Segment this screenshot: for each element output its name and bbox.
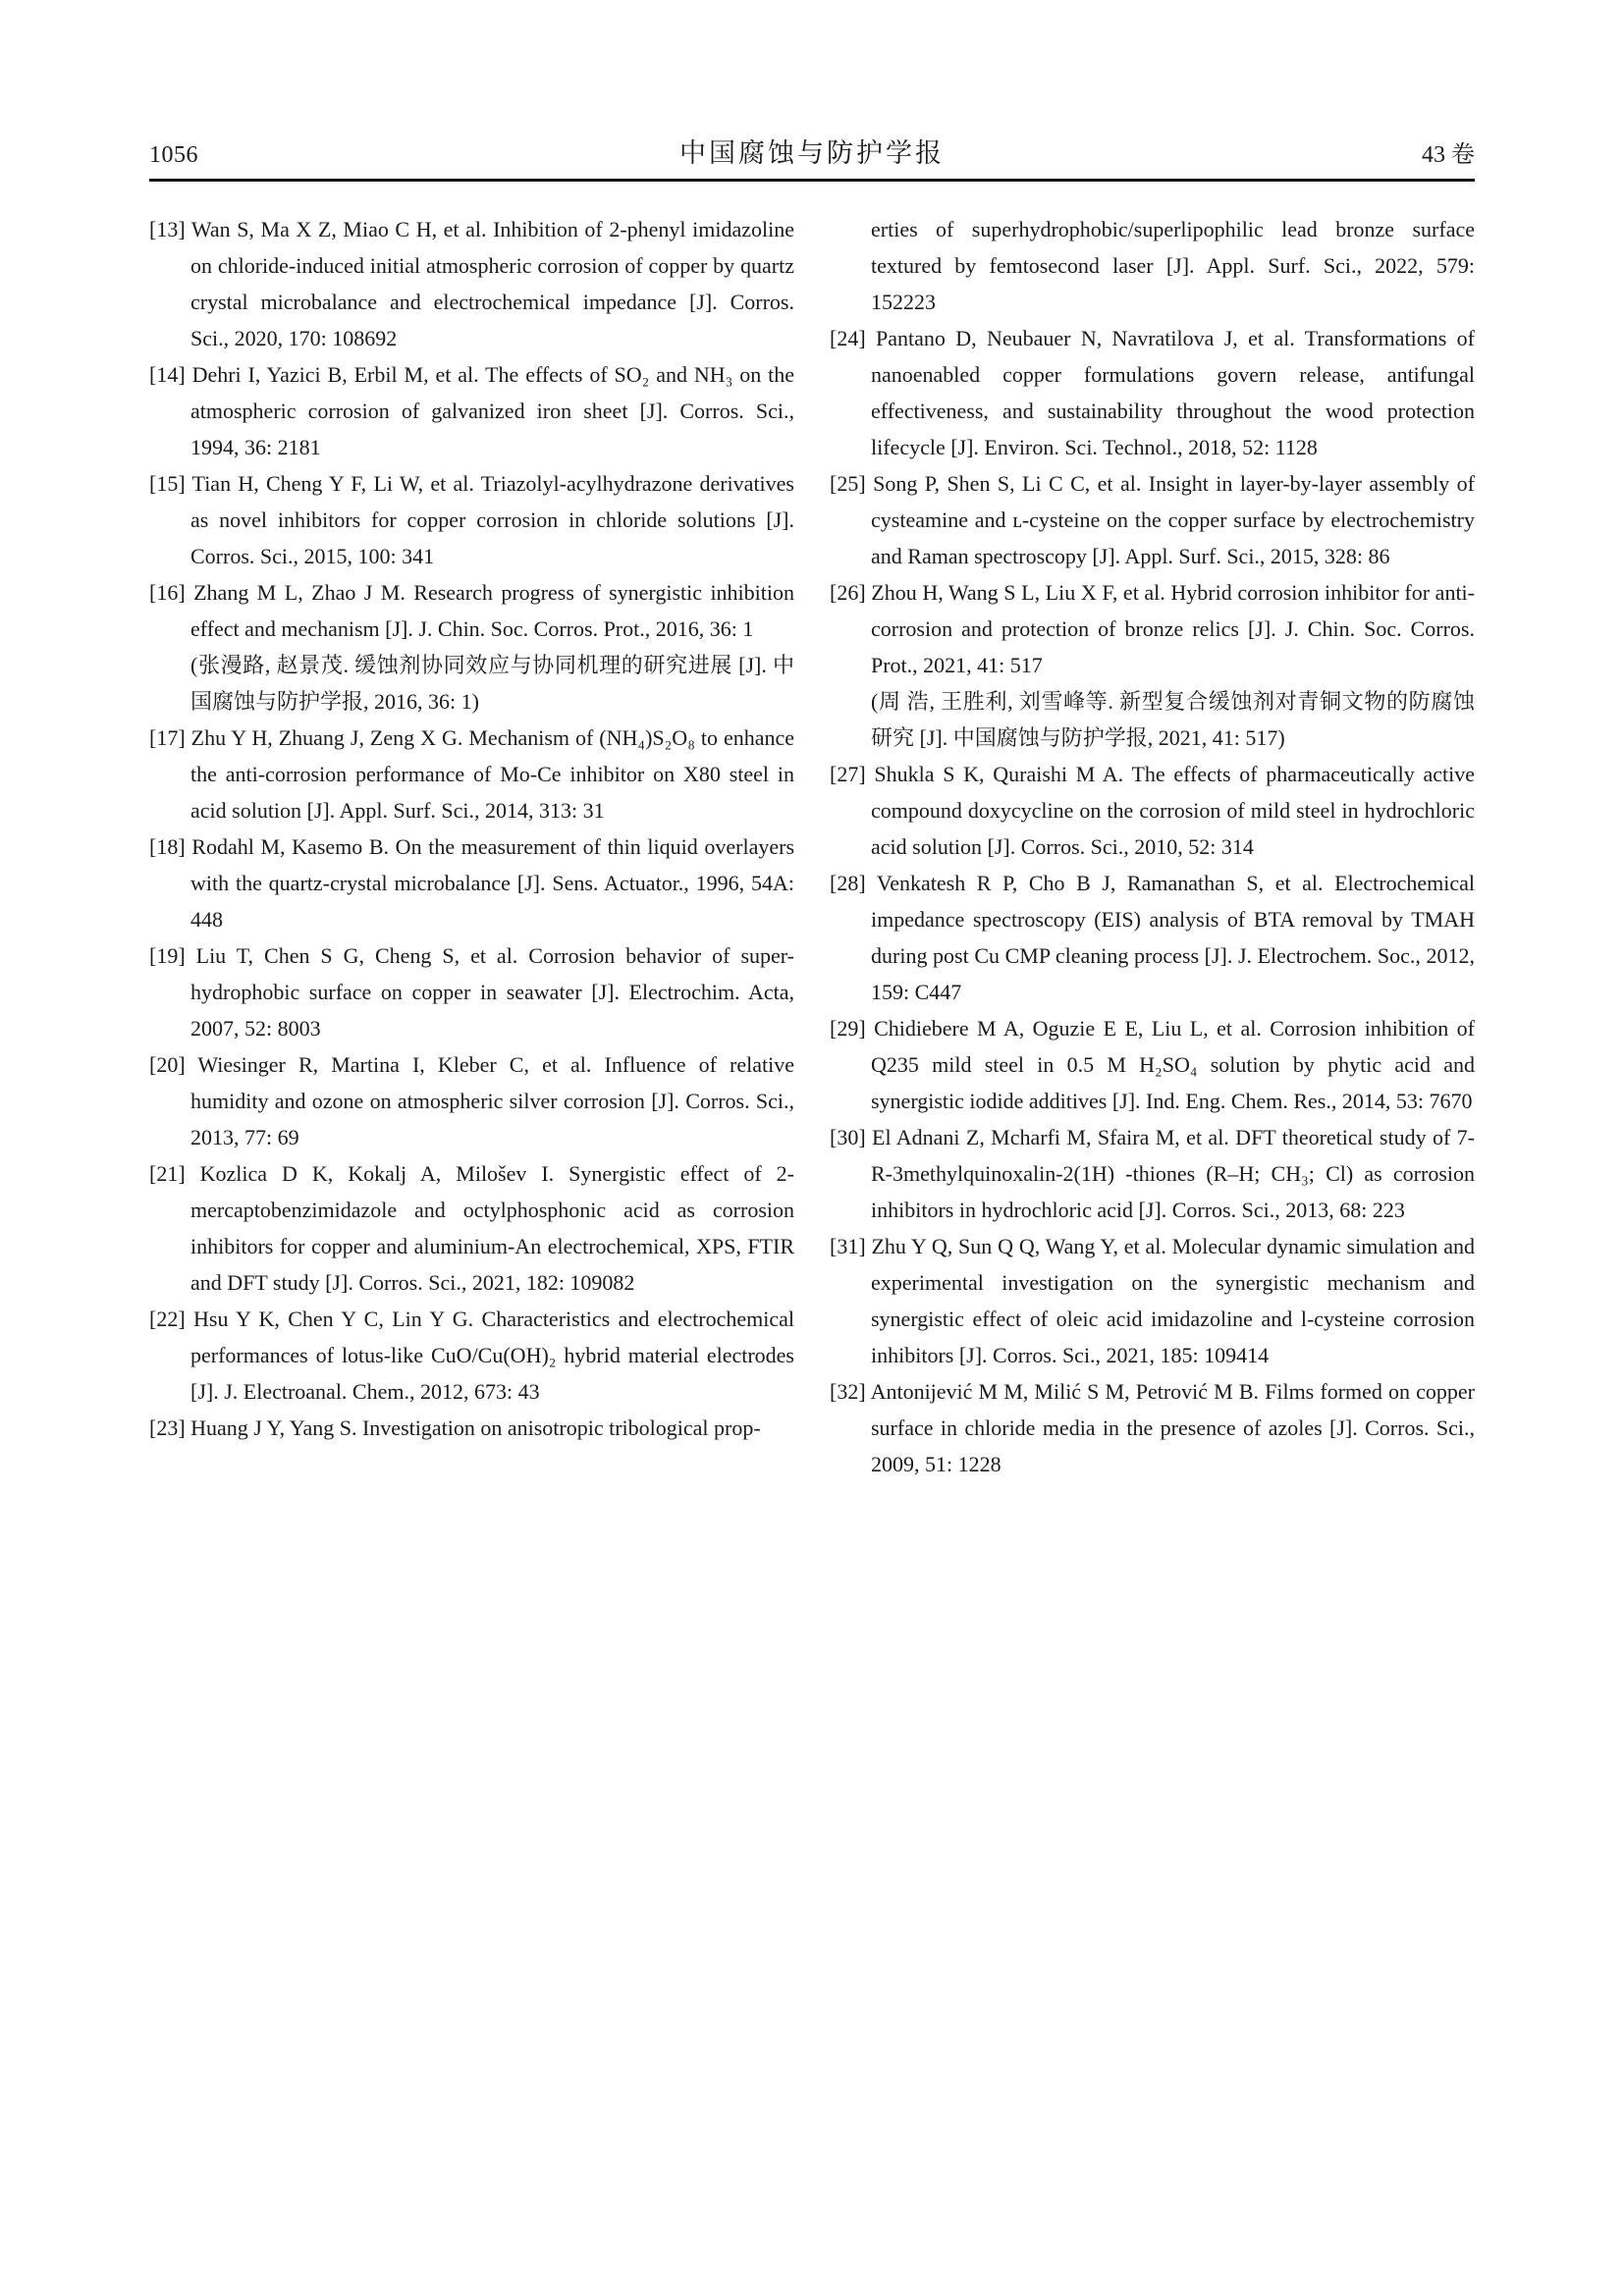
reference-continuation xyxy=(830,211,1475,320)
reference-text: Venkatesh R P, Cho B J, Ramanathan S, et al. Electrochemical impedance spectroscopy (EIS) analysis of BTA removal by TMAH during post Cu CMP cleaning process [J]. J. Electrochem. Soc., 2012, 159: C447 xyxy=(871,871,1475,1004)
reference-text: Song P, Shen S, Li C C, et al. Insight in layer-by-layer assembly of cysteamine and ʟ-cysteine on the copper surface by electrochemistry and Raman spectroscopy [J]. Appl. Surf. Sci., 2015, 328: 86 xyxy=(871,471,1475,568)
reference-label: [32] xyxy=(830,1379,866,1404)
reference-label: [31] xyxy=(830,1234,866,1258)
reference-item xyxy=(830,1119,1475,1228)
reference-label: [27] xyxy=(830,762,866,786)
reference-item xyxy=(149,574,794,720)
reference-item xyxy=(149,937,794,1046)
reference-item xyxy=(830,1010,1475,1119)
reference-text: Pantano D, Neubauer N, Navratilova J, et al. Transformations of nanoenabled copper formulations govern release, antifungal effectiveness, and sustainability throughout the wood protection lifecycle [J]. Environ. Sci. Technol., 2018, 52: 1128 xyxy=(871,326,1476,459)
reference-item xyxy=(830,1373,1475,1482)
references-left-column xyxy=(149,211,794,1482)
reference-label: [17] xyxy=(149,725,186,750)
reference-label: [28] xyxy=(830,871,866,895)
references-right-column xyxy=(830,211,1475,1482)
reference-item xyxy=(149,211,794,356)
reference-text: erties of superhydrophobic/superlipophilic lead bronze surface textured by femtosecond laser [J]. Appl. Surf. Sci., 2022, 579: 152223 xyxy=(871,217,1475,314)
reference-label: [20] xyxy=(149,1052,186,1077)
header-rule xyxy=(149,179,1475,182)
reference-text: Liu T, Chen S G, Cheng S, et al. Corrosion behavior of super-hydrophobic surface on copper in seawater [J]. Electrochim. Acta, 2007, 52: 8003 xyxy=(190,943,795,1041)
reference-text: Dehri I, Yazici B, Erbil M, et al. The effects of SO₂ and NH₃ on the atmospheric corrosion of galvanized iron sheet [J]. Corros. Sci., 1994, 36: 2181 xyxy=(190,362,794,459)
reference-text: Hsu Y K, Chen Y C, Lin Y G. Characteristics and electrochemical performances of lotus-like CuO/Cu(OH)₂ hybrid material electrodes [J]. J. Electroanal. Chem., 2012, 673: 43 xyxy=(190,1307,794,1404)
running-head xyxy=(149,132,1475,167)
reference-item xyxy=(149,1155,794,1301)
reference-text: Shukla S K, Quraishi M A. The effects of pharmaceutically active compound doxycycline on the corrosion of mild steel in hydrochloric acid solution [J]. Corros. Sci., 2010, 52: 314 xyxy=(871,762,1476,859)
reference-label: [26] xyxy=(830,580,866,605)
reference-text: Wiesinger R, Martina I, Kleber C, et al. Influence of relative humidity and ozone on atmospheric silver corrosion [J]. Corros. Sci., 2013, 77: 69 xyxy=(190,1052,795,1149)
journal-title: 中国腐蚀与防护学报 xyxy=(679,138,945,168)
reference-item xyxy=(149,465,794,574)
reference-text: Zhou H, Wang S L, Liu X F, et al. Hybrid corrosion inhibitor for anti-corrosion and protection of bronze relics [J]. J. Chin. Soc. Corros. Prot., 2021, 41: 517 xyxy=(871,580,1475,677)
reference-text: Chidiebere M A, Oguzie E E, Liu L, et al. Corrosion inhibition of Q235 mild steel in 0.5 M H₂SO₄ solution by phytic acid and synergistic iodide additives [J]. Ind. Eng. Chem. Res., 2014, 53: 7670 xyxy=(871,1016,1476,1113)
reference-label: [30] xyxy=(830,1125,866,1149)
reference-label: [14] xyxy=(149,362,186,387)
reference-label: [15] xyxy=(149,471,186,496)
reference-item xyxy=(149,828,794,937)
reference-text: Kozlica D K, Kokalj A, Milošev I. Synergistic effect of 2-mercaptobenzimidazole and octylphosphonic acid as corrosion inhibitors for copper and aluminium-An electrochemical, XPS, FTIR and DFT study [J]. Corros. Sci., 2021, 182: 109082 xyxy=(190,1161,795,1295)
page-number: 1056 xyxy=(149,142,198,168)
reference-label: [18] xyxy=(149,834,186,859)
reference-item xyxy=(149,1046,794,1155)
reference-item xyxy=(830,1228,1475,1373)
reference-chinese-text: (周 浩, 王胜利, 刘雪峰等. 新型复合缓蚀剂对青铜文物的防腐蚀研究 [J]. 中国腐蚀与防护学报, 2021, 41: 517) xyxy=(871,689,1475,750)
reference-label: [13] xyxy=(149,217,186,241)
reference-label: [25] xyxy=(830,471,866,496)
reference-text: Zhu Y Q, Sun Q Q, Wang Y, et al. Molecular dynamic simulation and experimental investigation on the synergistic mechanism and synergistic effect of oleic acid imidazoline and l-cysteine corrosion inhibitors [J]. Corros. Sci., 2021, 185: 109414 xyxy=(871,1234,1475,1367)
reference-item xyxy=(149,720,794,828)
reference-label: [22] xyxy=(149,1307,186,1331)
reference-text: Tian H, Cheng Y F, Li W, et al. Triazolyl-acylhydrazone derivatives as novel inhibitors for copper corrosion in chloride solutions [J]. Corros. Sci., 2015, 100: 341 xyxy=(190,471,794,568)
reference-label: [24] xyxy=(830,326,866,350)
reference-item xyxy=(830,465,1475,574)
reference-item xyxy=(149,356,794,465)
reference-text: Antonijević M M, Milić S M, Petrović M B. Films formed on copper surface in chloride media in the presence of azoles [J]. Corros. Sci., 2009, 51: 1228 xyxy=(870,1379,1475,1476)
reference-item xyxy=(830,756,1475,865)
reference-label: [21] xyxy=(149,1161,186,1186)
reference-text: Zhu Y H, Zhuang J, Zeng X G. Mechanism of (NH₄)S₂O₈ to enhance the anti-corrosion performance of Mo-Ce inhibitor on X80 steel in acid solution [J]. Appl. Surf. Sci., 2014, 313: 31 xyxy=(190,725,795,823)
reference-item xyxy=(149,1301,794,1410)
reference-text: Rodahl M, Kasemo B. On the measurement of thin liquid overlayers with the quartz-crystal microbalance [J]. Sens. Actuator., 1996, 54A: 448 xyxy=(190,834,795,932)
reference-label: [23] xyxy=(149,1415,186,1440)
reference-text: Huang J Y, Yang S. Investigation on anisotropic tribological prop- xyxy=(190,1415,761,1440)
reference-text: Wan S, Ma X Z, Miao C H, et al. Inhibition of 2-phenyl imidazoline on chloride-induced initial atmospheric corrosion of copper by quartz crystal microbalance and electrochemical impedance [J]. Corros. Sci., 2020, 170: 108692 xyxy=(190,217,794,350)
references-section xyxy=(149,211,1475,1482)
reference-label: [16] xyxy=(149,580,186,605)
reference-chinese-text: (张漫路, 赵景茂. 缓蚀剂协同效应与协同机理的研究进展 [J]. 中国腐蚀与防护学报, 2016, 36: 1) xyxy=(190,653,794,714)
volume-label: 43 卷 xyxy=(1422,142,1475,168)
reference-item xyxy=(830,320,1475,465)
reference-item xyxy=(149,1410,794,1446)
reference-text: Zhang M L, Zhao J M. Research progress of synergistic inhibition effect and mechanism [J]. J. Chin. Soc. Corros. Prot., 2016, 36: 1 xyxy=(190,580,795,641)
reference-item xyxy=(830,574,1475,756)
reference-label: [29] xyxy=(830,1016,866,1041)
reference-text: El Adnani Z, Mcharfi M, Sfaira M, et al. DFT theoretical study of 7-R-3methylquinoxalin-2(1H) -thiones (R–H; CH₃; Cl) as corrosion inhibitors in hydrochloric acid [J]. Corros. Sci., 2013, 68: 223 xyxy=(871,1125,1475,1222)
reference-item xyxy=(830,865,1475,1010)
reference-label: [19] xyxy=(149,943,186,968)
